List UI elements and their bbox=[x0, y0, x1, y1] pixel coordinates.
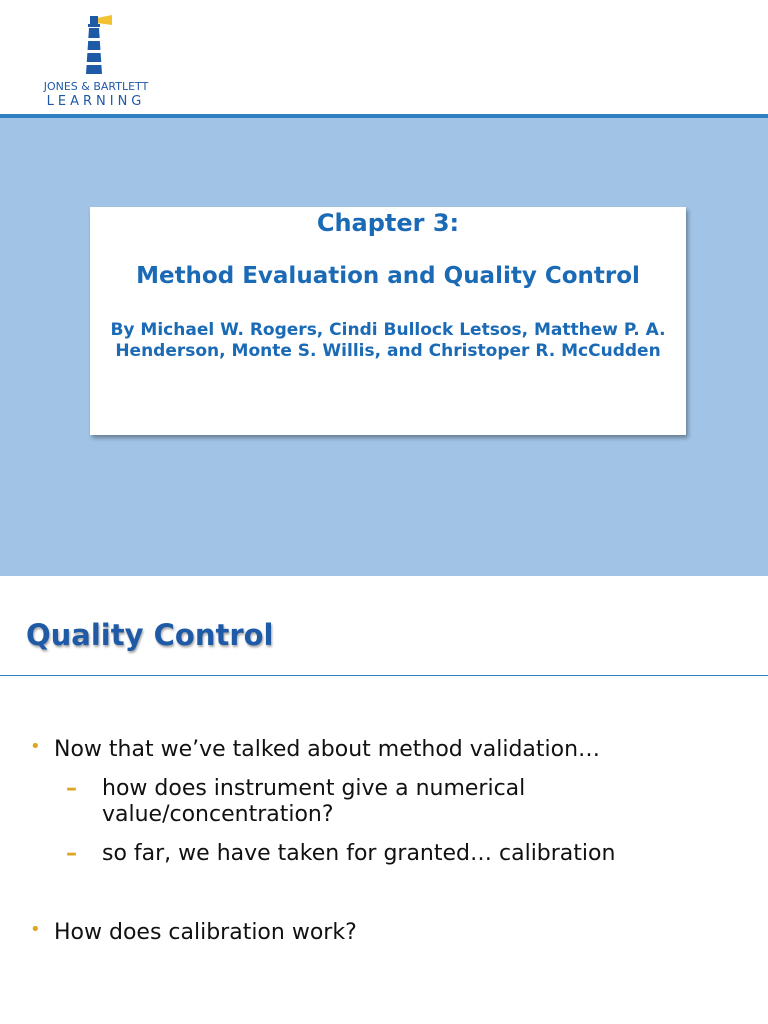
subbullet-item: how does instrument give a numerical value/concentration? bbox=[102, 776, 526, 827]
title-rule bbox=[0, 675, 768, 676]
slide-title: Quality Control bbox=[26, 618, 274, 652]
chapter-authors: By Michael W. Rogers, Cindi Bullock Letsos, Matthew P. A. Henderson, Monte S. Willis, and Christoper R. McCudden bbox=[110, 320, 666, 361]
logo-text-line1: JONES & BARTLETT bbox=[43, 80, 149, 93]
bullet-item: Now that we’ve talked about method validation… bbox=[54, 737, 601, 762]
subbullet-marker: – bbox=[66, 841, 77, 866]
bullet-marker: • bbox=[30, 919, 41, 940]
title-box bbox=[90, 207, 686, 435]
bullet-item: How does calibration work? bbox=[54, 920, 357, 945]
publisher-logo bbox=[40, 14, 152, 110]
subbullet-item: so far, we have taken for granted… calibration bbox=[102, 841, 616, 866]
subbullet-marker: – bbox=[66, 776, 77, 801]
bullet-marker: • bbox=[30, 736, 41, 757]
chapter-title: Chapter 3: bbox=[316, 209, 460, 237]
logo-text-line2: LEARNING bbox=[46, 94, 146, 109]
chapter-subtitle: Method Evaluation and Quality Control bbox=[136, 263, 640, 289]
content-slide bbox=[0, 576, 768, 1024]
lighthouse-icon bbox=[78, 14, 114, 76]
